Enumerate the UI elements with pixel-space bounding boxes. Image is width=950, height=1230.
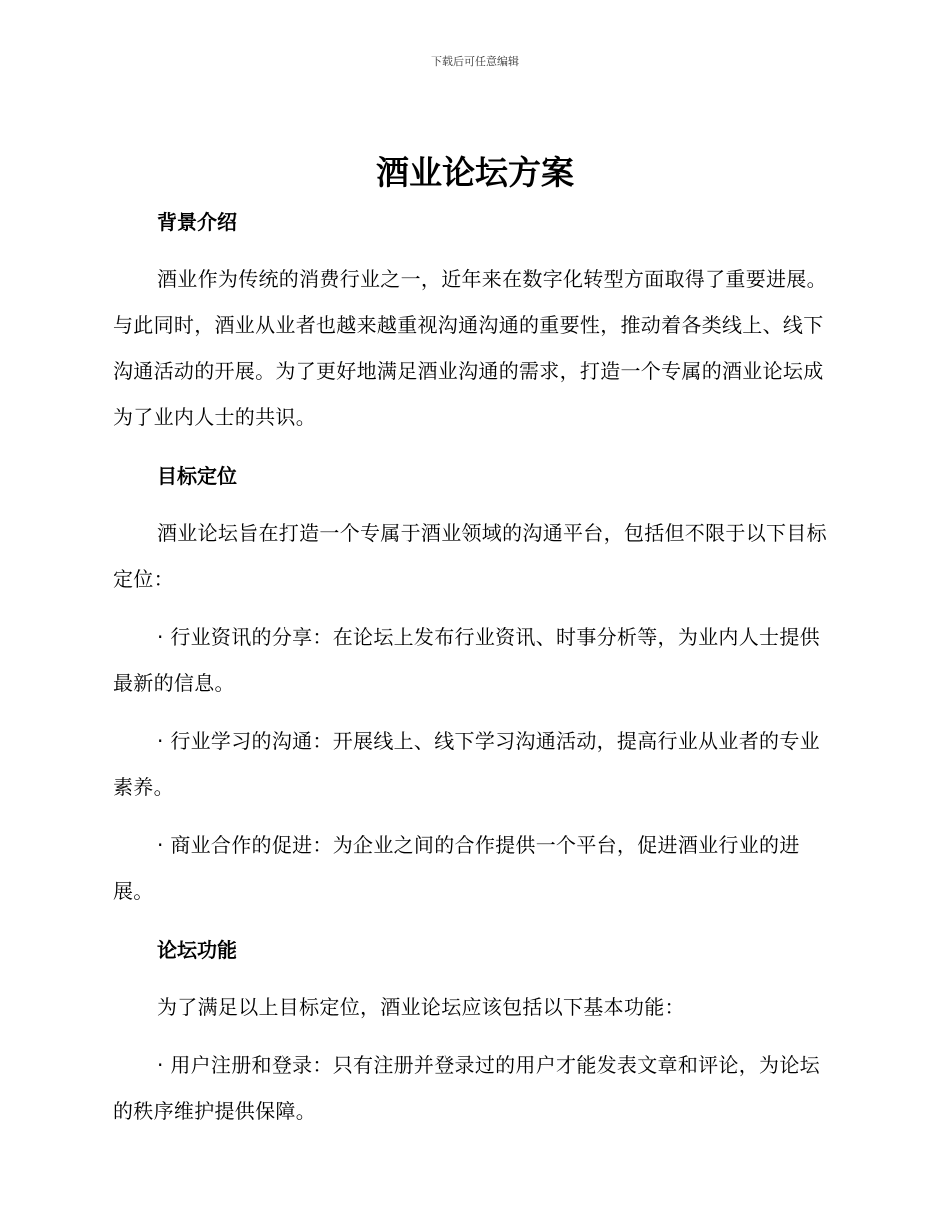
bullet-item: · 用户注册和登录：只有注册并登录过的用户才能发表文章和评论，为论坛的秩序维护提供保障。 bbox=[113, 1053, 820, 1123]
section-background bbox=[113, 198, 831, 440]
paragraph: 酒业论坛旨在打造一个专属于酒业领域的沟通平台，包括但不限于以下目标定位： bbox=[113, 521, 827, 591]
paragraph: 为了满足以上目标定位，酒业论坛应该包括以下基本功能： bbox=[157, 995, 685, 1019]
header-note: 下载后可任意编辑 bbox=[431, 55, 519, 68]
bullet-item: · 商业合作的促进：为企业之间的合作提供一个平台，促进酒业行业的进展。 bbox=[113, 833, 800, 903]
document-title: 酒业论坛方案 bbox=[376, 153, 574, 192]
bullet-item: · 行业学习的沟通：开展线上、线下学习沟通活动，提高行业从业者的专业素养。 bbox=[113, 729, 820, 799]
section-features bbox=[113, 926, 831, 1134]
paragraph: 酒业作为传统的消费行业之一，近年来在数字化转型方面取得了重要进展。与此同时，酒业从业者也越来越重视沟通沟通的重要性，推动着各类线上、线下沟通活动的开展。为了更好地满足酒业沟通的需求，打造一个专属的酒业论坛成为了业内人士的共识。 bbox=[113, 267, 827, 429]
section-heading: 背景介绍 bbox=[157, 210, 237, 234]
bullet-item: · 行业资讯的分享：在论坛上发布行业资讯、时事分析等，为业内人士提供最新的信息。 bbox=[113, 625, 820, 695]
section-heading: 论坛功能 bbox=[157, 938, 237, 962]
section-goals bbox=[113, 452, 831, 914]
section-heading: 目标定位 bbox=[157, 464, 237, 488]
document-body bbox=[113, 198, 831, 1146]
